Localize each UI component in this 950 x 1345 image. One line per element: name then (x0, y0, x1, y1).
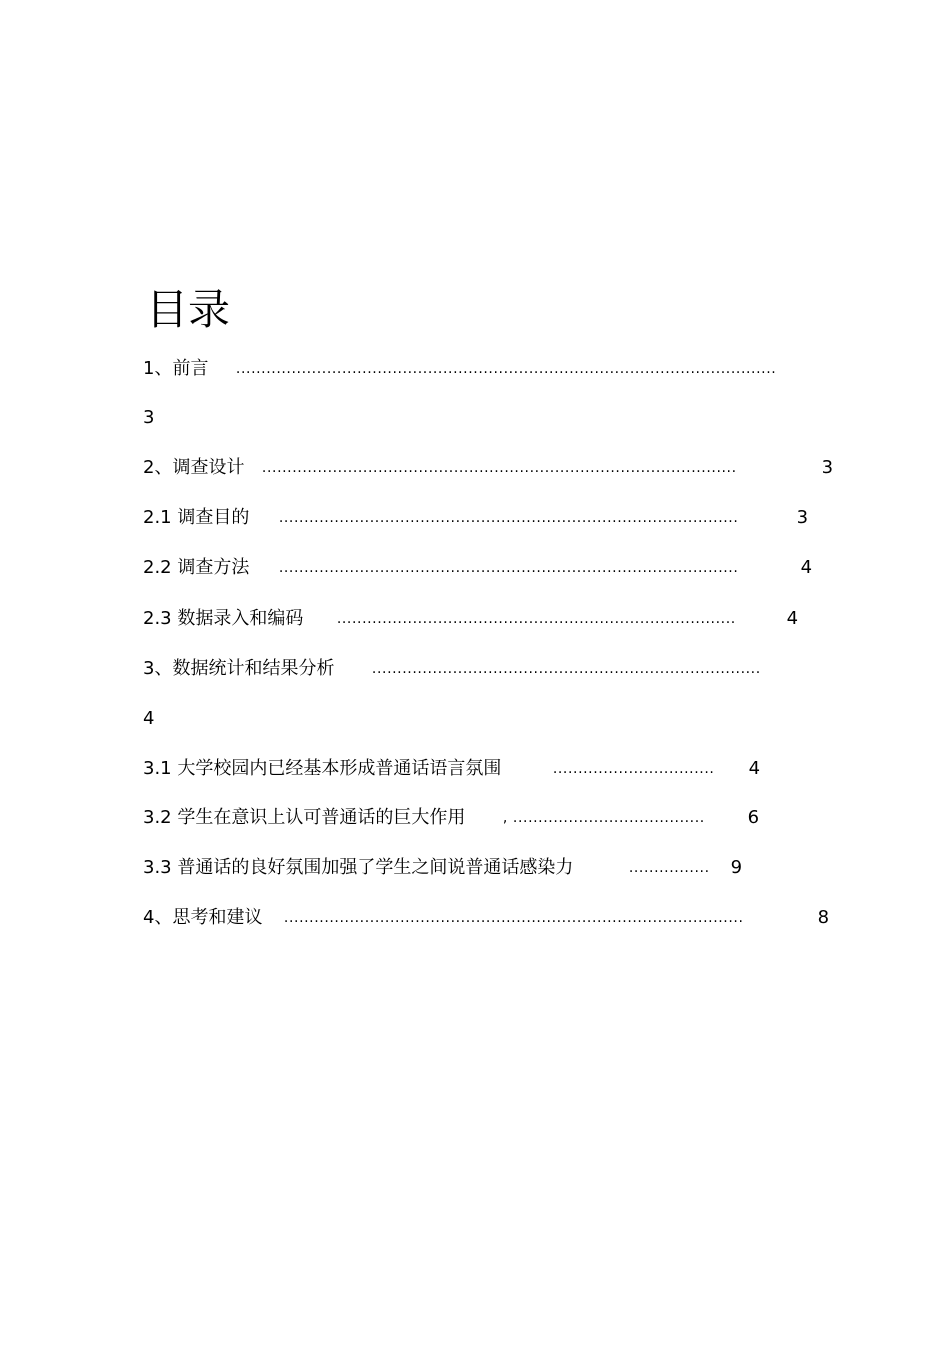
toc-entry-label: 3.2 学生在意识上认可普通话的巨大作用 (143, 807, 466, 828)
toc-entry-campus-atmosphere[interactable] (143, 756, 760, 782)
toc-entry-data-entry[interactable] (143, 606, 798, 632)
toc-entry-leader: ........................................................................................... (283, 910, 744, 926)
toc-entry-page: 3 (143, 407, 155, 428)
toc-entry-page: 9 (730, 857, 743, 878)
toc-entry-leader: ............................................................................. (371, 661, 761, 677)
toc-entry-label: 1、前言 (143, 358, 209, 379)
toc-entry-page: 6 (747, 807, 760, 828)
toc-entry-label: 2.1 调查目的 (143, 507, 250, 528)
toc-entry-leader: , ...................................... (502, 810, 705, 826)
toc-entry-survey-design[interactable] (143, 455, 833, 481)
toc-entry-leader: ........................................................................................... (278, 510, 739, 526)
toc-entry-preface[interactable] (143, 356, 833, 382)
toc-entry-survey-purpose[interactable] (143, 505, 808, 531)
toc-title: 目录 (146, 285, 231, 334)
toc-entry-label: 2.3 数据录入和编码 (143, 608, 304, 629)
toc-entry-statistics-page (143, 706, 154, 732)
toc-entry-influence[interactable] (143, 855, 742, 881)
toc-entry-page: 4 (800, 557, 813, 578)
toc-entry-leader: ........................................................................................... (278, 560, 739, 576)
toc-entry-leader: ................ (628, 860, 710, 876)
toc-entry-awareness[interactable] (143, 805, 759, 831)
toc-entry-label: 3.3 普通话的良好氛围加强了学生之间说普通话感染力 (143, 857, 574, 878)
toc-entry-suggestions[interactable] (143, 905, 829, 931)
toc-entry-survey-method[interactable] (143, 555, 812, 581)
toc-entry-page: 3 (821, 457, 834, 478)
toc-entry-label: 3、数据统计和结果分析 (143, 658, 335, 679)
toc-entry-page: 4 (143, 708, 155, 729)
toc-entry-label: 4、思考和建议 (143, 907, 263, 928)
toc-entry-label: 2.2 调查方法 (143, 557, 250, 578)
toc-entry-label: 3.1 大学校园内已经基本形成普通话语言氛围 (143, 758, 502, 779)
toc-entry-preface-page (143, 405, 154, 431)
toc-entry-leader: ................................ (552, 761, 715, 777)
toc-entry-page: 3 (796, 507, 809, 528)
toc-entry-statistics[interactable] (143, 656, 802, 682)
toc-entry-page: 4 (748, 758, 761, 779)
toc-entry-leader: ............................................................................... (336, 611, 736, 627)
toc-entry-leader: ........................................................................................................... (235, 361, 777, 377)
toc-entry-leader: .............................................................................................. (261, 460, 737, 476)
toc-entry-page: 8 (817, 907, 830, 928)
toc-entry-label: 2、调查设计 (143, 457, 245, 478)
toc-entry-page: 4 (786, 608, 799, 629)
